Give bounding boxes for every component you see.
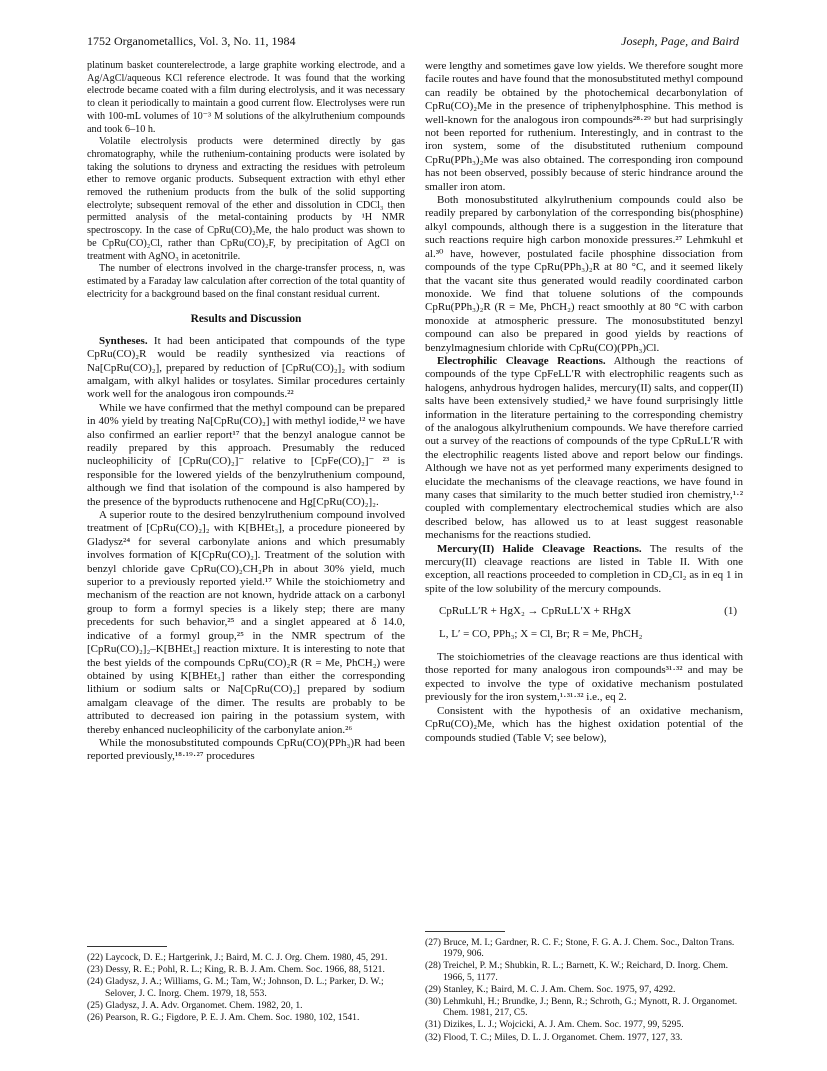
run-in-heading: Mercury(II) Halide Cleavage Reactions. <box>437 542 642 555</box>
paragraph: were lengthy and sometimes gave low yields. We therefore sought more facile routes and have found that the monosubstituted methyl compound can readily be obtained by the photochemical decarbonylation of CpRu(CO)₂Me in the presence of triphenylphosphine. This method is well-known for the analogous iron compounds²⁸·²⁹ but had surprisingly not been reported for ruthenium. Interestingly, and in contrast to the iron system, some of the disubstituted ruthenium compound CpRu(PPh₃)₂Me was also obtained. The corresponding iron compound has not been observed, possibly because of steric hindrance around the smaller iron atom. <box>425 60 744 193</box>
footnote: (27) Bruce, M. I.; Gardner, R. C. F.; Stone, F. G. A. J. Chem. Soc., Dalton Trans. 1979, 906. <box>425 937 735 960</box>
paragraph: A superior route to the desired benzylruthenium compound involved treatment of [CpRu(CO)₂]₂ with K[BHEt₃], a procedure pioneered by Gladysz²⁴ for several carbonylate anions and which presumably involves formation of K[CpRu(CO)₂]. Treatment of the solution with benzyl chloride gave CpRu(CO)₂CH₂Ph in about 30% yield, much superior to a previously reported yield.¹⁷ While the stoichiometry and mechanism of the reaction are not known, hydride attack on a carbonyl group to form a formyl species is a likely step; there are many precedents for such behavior,²⁵ and a singlet appeared at δ 14.0, indicative of a formyl group,²⁵ in the NMR spectrum of the [CpRu(CO)₂]₂–K[BHEt₃] reaction mixture. It is interesting to note that the best yields of the compounds CpRu(CO)₂R (R = Me, PhCH₂) were obtained by using K[BHEt₃] rather than either the corresponding lithium or sodium salts or Na[CpRu(CO)₂] prepared by sodium amalgam cleavage of the dimer. The results are probably to be attributed to decreased ion pairing in the potassium system, with thereby enhanced nucleophilicity of the carbonylate anion.²⁶ <box>87 509 405 736</box>
footnote: (22) Laycock, D. E.; Hartgerink, J.; Baird, M. C. J. Org. Chem. 1980, 45, 291. <box>87 952 388 963</box>
authors-running-head: Joseph, Page, and Baird <box>621 34 739 48</box>
footnote: (23) Dessy, R. E.; Pohl, R. L.; King, R. B. J. Am. Chem. Soc. 1966, 88, 5121. <box>87 964 385 976</box>
equation-conditions: L, L′ = CO, PPh₃; X = Cl, Br; R = Me, PhCH₂ <box>439 627 643 640</box>
paragraph <box>425 543 743 597</box>
footnote: (24) Gladysz, J. A.; Williams, G. M.; Tam, W.; Johnson, D. L.; Parker, D. W.; Selover, J. C. Inorg. Chem. 1979, 18, 553. <box>87 976 384 999</box>
footnotes-right <box>425 937 743 1044</box>
run-in-heading: Syntheses. <box>99 334 148 347</box>
footnote: (32) Flood, T. C.; Miles, D. L. J. Organomet. Chem. 1977, 127, 33. <box>425 1031 683 1043</box>
paragraph <box>425 355 743 543</box>
left-column <box>87 60 405 764</box>
footnote: (30) Lehmkuhl, H.; Brundke, J.; Benn, R.; Schroth, G.; Mynott, R. J. Organomet. Chem. 1981, 217, C5. <box>425 996 738 1019</box>
paragraph: The number of electrons involved in the charge-transfer process, n, was estimated by a Faraday law calculation after correction of the total quantity of electricity for a background based on the final constant residual current. <box>87 263 405 300</box>
journal-citation: 1752 Organometallics, Vol. 3, No. 11, 1984 <box>87 34 296 48</box>
paragraph <box>87 335 405 402</box>
footnote-rule <box>87 946 167 947</box>
equation-1 <box>439 605 743 618</box>
footnote: (25) Gladysz, J. A. Adv. Organomet. Chem. 1982, 20, 1. <box>87 999 303 1011</box>
paragraph: Both monosubstituted alkylruthenium compounds could also be readily prepared by carbonylation of the corresponding bis(phosphine) alkyl compounds, although there is a suggestion in the literature that such reactions require high carbon monoxide pressures.²⁷ Lehmkuhl et al.³⁰ have, however, postulated facile phosphine dissociation from compounds of the type CpRu(PPh₃)₂R at 80 °C, and it seemed likely that the vacant site thus generated would readily coordinated carbon monoxide. We find that toluene solutions of the compounds CpRu(PPh₃)₂R (R = Me, PhCH₂) react smoothly at 80 °C with carbon monoxide at atmospheric pressure. The monosubstituted benzyl compound can also be prepared in good yields by reactions of benzylmagnesium chloride with CpRu(CO)(PPh₃)Cl. <box>425 194 743 354</box>
paragraph: While the monosubstituted compounds CpRu(CO)(PPh₃)R had been reported previously,¹⁸·¹⁹·²⁷ procedures <box>87 736 405 763</box>
paragraph: Consistent with the hypothesis of an oxidative mechanism, CpRu(CO)₂Me, which has the highest oxidation potential of the compounds studied (Table V; see below), <box>425 704 743 744</box>
footnote: (29) Stanley, K.; Baird, M. C. J. Am. Chem. Soc. 1975, 97, 4292. <box>425 983 676 995</box>
footnotes-left <box>87 952 405 1024</box>
run-in-heading: Electrophilic Cleavage Reactions. <box>437 354 606 367</box>
paragraph-text: It had been anticipated that compounds of the type CpRu(CO)₂R would be readily synthesized via reactions of Na[CpRu(CO)₂], prepared by reduction of [CpRu(CO)₂]₂ with sodium amalgam, with alkyl halides or tosylates. Similar procedures certainly work well for the analogous iron compounds.²² <box>87 334 405 401</box>
paragraph: Volatile electrolysis products were determined directly by gas chromatography, while the ruthenium-containing products were isolated by taking the solutions to dryness and extracting the residues with petroleum ether to remove organic products. Subsequent extraction with ethyl ether removed the ruthenium products from the bulk of the solid supporting electrolyte; subsequent removal of the ether and dissolution in CDCl₃ then permitted analysis of the metal-containing products by ¹H NMR spectroscopy. In the case of CpRu(CO)₂Me, the halo product was shown to be CpRu(CO)₂Cl, rather than CpRu(CO)₂F, by precipitation of AgCl on treatment with AgNO₃ in acetonitrile. <box>87 136 405 262</box>
footnote: (31) Dizikes, L. J.; Wojcicki, A. J. Am. Chem. Soc. 1977, 99, 5295. <box>425 1019 684 1031</box>
footnote-rule <box>425 931 505 932</box>
right-column <box>425 60 743 745</box>
page-header <box>87 34 739 50</box>
paragraph-text: The results of the mercury(II) cleavage reactions are listed in Table II. With one exception, all reactions proceeded to completion in CD₂Cl₂ as in eq 1 in spite of the low solubility of the mercury compounds. <box>425 542 743 595</box>
paragraph: platinum basket counterelectrode, a large graphite working electrode, and a Ag/AgCl/aqueous KCl reference electrode. It was found that the working electrode became coated with a film during electrolysis, and it was necessary to clean it periodically to maintain a good current flow. Electrolyses were run with 100-mL volumes of 10⁻³ M solutions of the alkylruthenium compounds and took 6–10 h. <box>87 60 405 135</box>
footnote: (26) Pearson, R. G.; Figdore, P. E. J. Am. Chem. Soc. 1980, 102, 1541. <box>87 1012 360 1024</box>
section-heading: Results and Discussion <box>190 313 302 326</box>
paragraph: While we have confirmed that the methyl compound can be prepared in 40% yield by treating Na[CpRu(CO)₂] with methyl iodide,¹² we have also confirmed an earlier report¹⁷ that the benzyl analogue cannot be readily prepared by this approach. Presumably the reduced nucleophilicity of [CpRu(CO)₂]⁻ relative to [CpFe(CO)₂]⁻ ²³ is responsible for the lowered yields of the benzylruthenium compound, although we find that isolation of the compound is also hampered by the presence of the byproducts ruthenocene and Hg[CpRu(CO)₂]₂. <box>87 401 405 508</box>
equation-number: (1) <box>724 605 737 618</box>
equation-text: CpRuLL′R + HgX₂ → CpRuLL′X + RHgX <box>439 605 632 618</box>
footnote: (28) Treichel, P. M.; Shubkin, R. L.; Barnett, K. W.; Reichard, D. Inorg. Chem. 1966, 5, 1177. <box>425 960 729 983</box>
paragraph: The stoichiometries of the cleavage reactions are thus identical with those reported for many analogous iron compounds³¹·³² and may be expected to involve the type of oxidative mechanism postulated previously for the iron system,¹·³¹·³² i.e., eq 2. <box>425 651 743 704</box>
paragraph-text: Although the reactions of compounds of the type CpFeLL′R with electrophilic reagents such as halogens, anhydrous hydrogen halides, mercury(II) salts, and copper(II) salts have been extensively studied,² we have found surprisingly little information in the literature pertaining to the corresponding chemistry of the analogous alkylruthenium compounds. We have therefore carried out a survey of the reactions of compounds of the type CpRuLL′R with the electrophilic reagents listed above and report below our findings. Although we have not as yet performed many experiments designed to elucidate the mechanisms of the cleavage reactions, we have found in many cases that similarity to the much better studied iron chemistry,¹·² coupled with complementary electrochemical studies which are also described below, has allowed us to at least suggest reasonable mechanisms for the reactions studied. <box>425 354 743 542</box>
